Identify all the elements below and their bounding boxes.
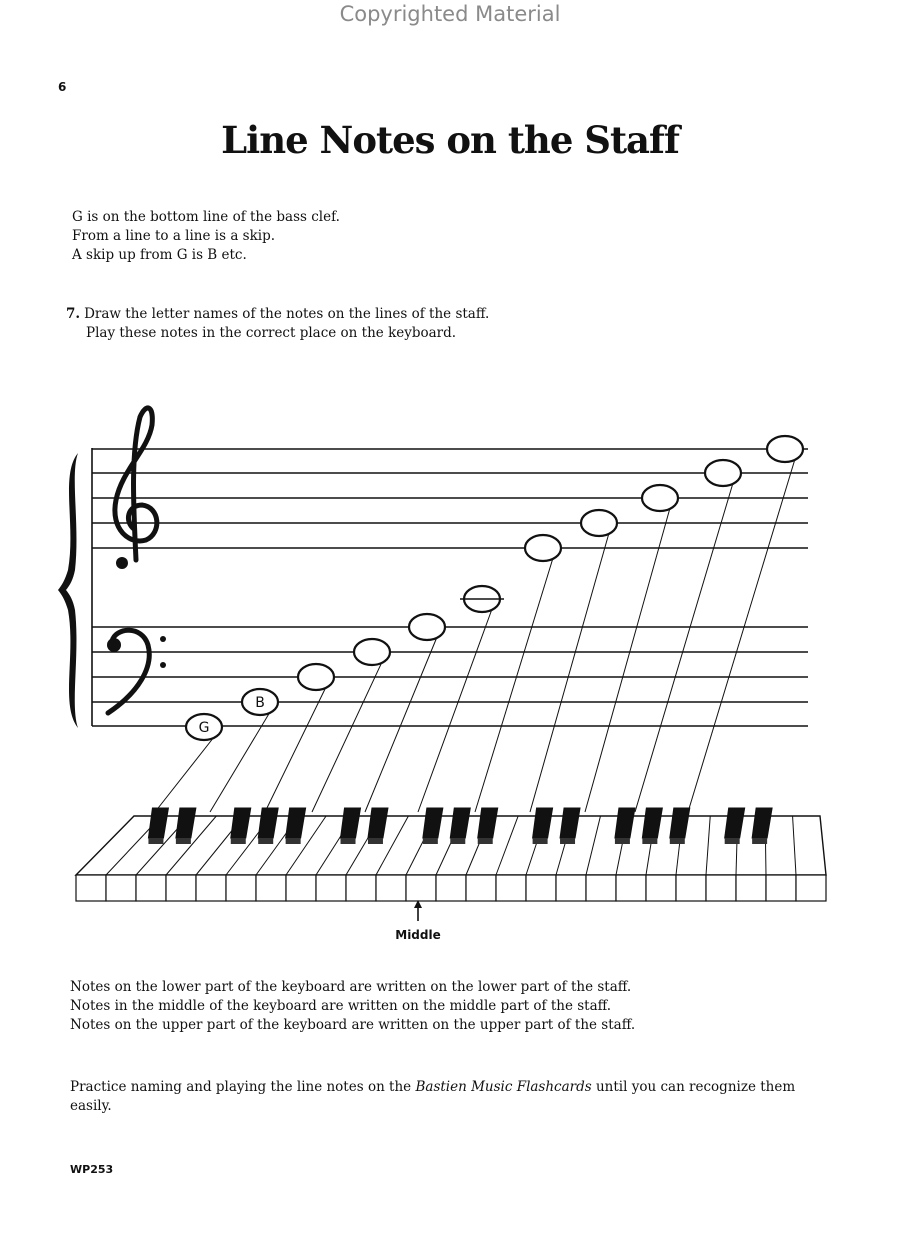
- black-key-front: [286, 838, 301, 844]
- grand-staff-brace: [58, 453, 78, 728]
- whole-note: [581, 510, 617, 536]
- white-key: [256, 875, 286, 901]
- bass-clef-icon: [107, 630, 166, 713]
- black-key-front: [148, 838, 163, 844]
- black-key-front: [615, 838, 630, 844]
- white-key: [496, 875, 526, 901]
- whole-note: [642, 485, 678, 511]
- black-key-front: [560, 838, 575, 844]
- white-key: [136, 875, 166, 901]
- explanation-text: [70, 978, 635, 1035]
- black-key-front: [478, 838, 493, 844]
- white-key: [436, 875, 466, 901]
- black-key-front: [231, 838, 246, 844]
- bass-staff: [92, 627, 808, 726]
- black-key-front: [423, 838, 438, 844]
- intro-line: A skip up from G is B etc.: [72, 247, 247, 263]
- exercise-line-2: Play these notes in the correct place on the keyboard.: [86, 325, 457, 341]
- note-key-connectors: [155, 459, 795, 812]
- diagram-svg: [50, 395, 830, 955]
- white-key: [376, 875, 406, 901]
- black-key-front: [725, 838, 740, 844]
- note-letter: G: [198, 720, 210, 736]
- explanation-line: Notes on the upper part of the keyboard are written on the upper part of the staff.: [70, 1017, 636, 1033]
- whole-note: [298, 664, 334, 690]
- whole-note: [705, 460, 741, 486]
- staff-keyboard-diagram: [50, 395, 830, 959]
- practice-before: Practice naming and playing the line notes on the: [70, 1079, 416, 1095]
- treble-staff: [92, 449, 808, 548]
- treble-clef-icon: [115, 408, 157, 569]
- black-key-front: [368, 838, 383, 844]
- explanation-line: Notes in the middle of the keyboard are written on the middle part of the staff.: [70, 998, 612, 1014]
- footer-code: WP253: [70, 1163, 114, 1176]
- exercise-instruction: [66, 305, 489, 343]
- middle-c-arrow-icon: [414, 900, 422, 921]
- white-key: [166, 875, 196, 901]
- black-key-front: [341, 838, 356, 844]
- white-key: [286, 875, 316, 901]
- whole-note: [354, 639, 390, 665]
- explanation-line: Notes on the lower part of the keyboard are written on the lower part of the staff.: [70, 979, 632, 995]
- white-key: [196, 875, 226, 901]
- white-key: [316, 875, 346, 901]
- middle-label: Middle: [395, 928, 441, 942]
- white-key: [556, 875, 586, 901]
- white-key: [226, 875, 256, 901]
- intro-line: G is on the bottom line of the bass clef.: [72, 209, 340, 225]
- black-key-front: [258, 838, 273, 844]
- white-key: [466, 875, 496, 901]
- connector-line: [155, 737, 214, 812]
- whole-note: [525, 535, 561, 561]
- whole-note: [409, 614, 445, 640]
- black-key-front: [450, 838, 465, 844]
- white-key: [346, 875, 376, 901]
- white-key: [76, 875, 106, 901]
- flashcards-title: Bastien Music Flashcards: [415, 1079, 592, 1095]
- white-key: [646, 875, 676, 901]
- white-key: [796, 875, 826, 901]
- white-key: [526, 875, 556, 901]
- white-key: [676, 875, 706, 901]
- page-number: 6: [58, 80, 67, 94]
- white-key: [706, 875, 736, 901]
- white-key: [616, 875, 646, 901]
- note-letter: B: [255, 695, 265, 711]
- piano-keyboard: [76, 808, 826, 901]
- white-key: [766, 875, 796, 901]
- white-key: [406, 875, 436, 901]
- copyright-watermark: Copyrighted Material: [339, 2, 561, 26]
- black-key-front: [642, 838, 657, 844]
- exercise-line-1: Draw the letter names of the notes on the lines of the staff.: [84, 306, 490, 322]
- black-key-front: [670, 838, 685, 844]
- white-key: [586, 875, 616, 901]
- connector-line: [585, 508, 670, 812]
- connector-line: [635, 483, 733, 812]
- practice-after: until you can recognize them easily.: [70, 1079, 796, 1114]
- exercise-number: 7.: [66, 306, 81, 322]
- line-notes: [186, 436, 803, 740]
- black-key-front: [176, 838, 191, 844]
- white-key: [106, 875, 136, 901]
- connector-line: [688, 459, 795, 812]
- black-key-front: [752, 838, 767, 844]
- white-key: [736, 875, 766, 901]
- intro-line: From a line to a line is a skip.: [72, 228, 276, 244]
- page-title: Line Notes on the Staff: [221, 118, 679, 162]
- black-key-front: [533, 838, 548, 844]
- practice-text: [70, 1078, 830, 1116]
- whole-note: [767, 436, 803, 462]
- intro-text: [72, 208, 340, 265]
